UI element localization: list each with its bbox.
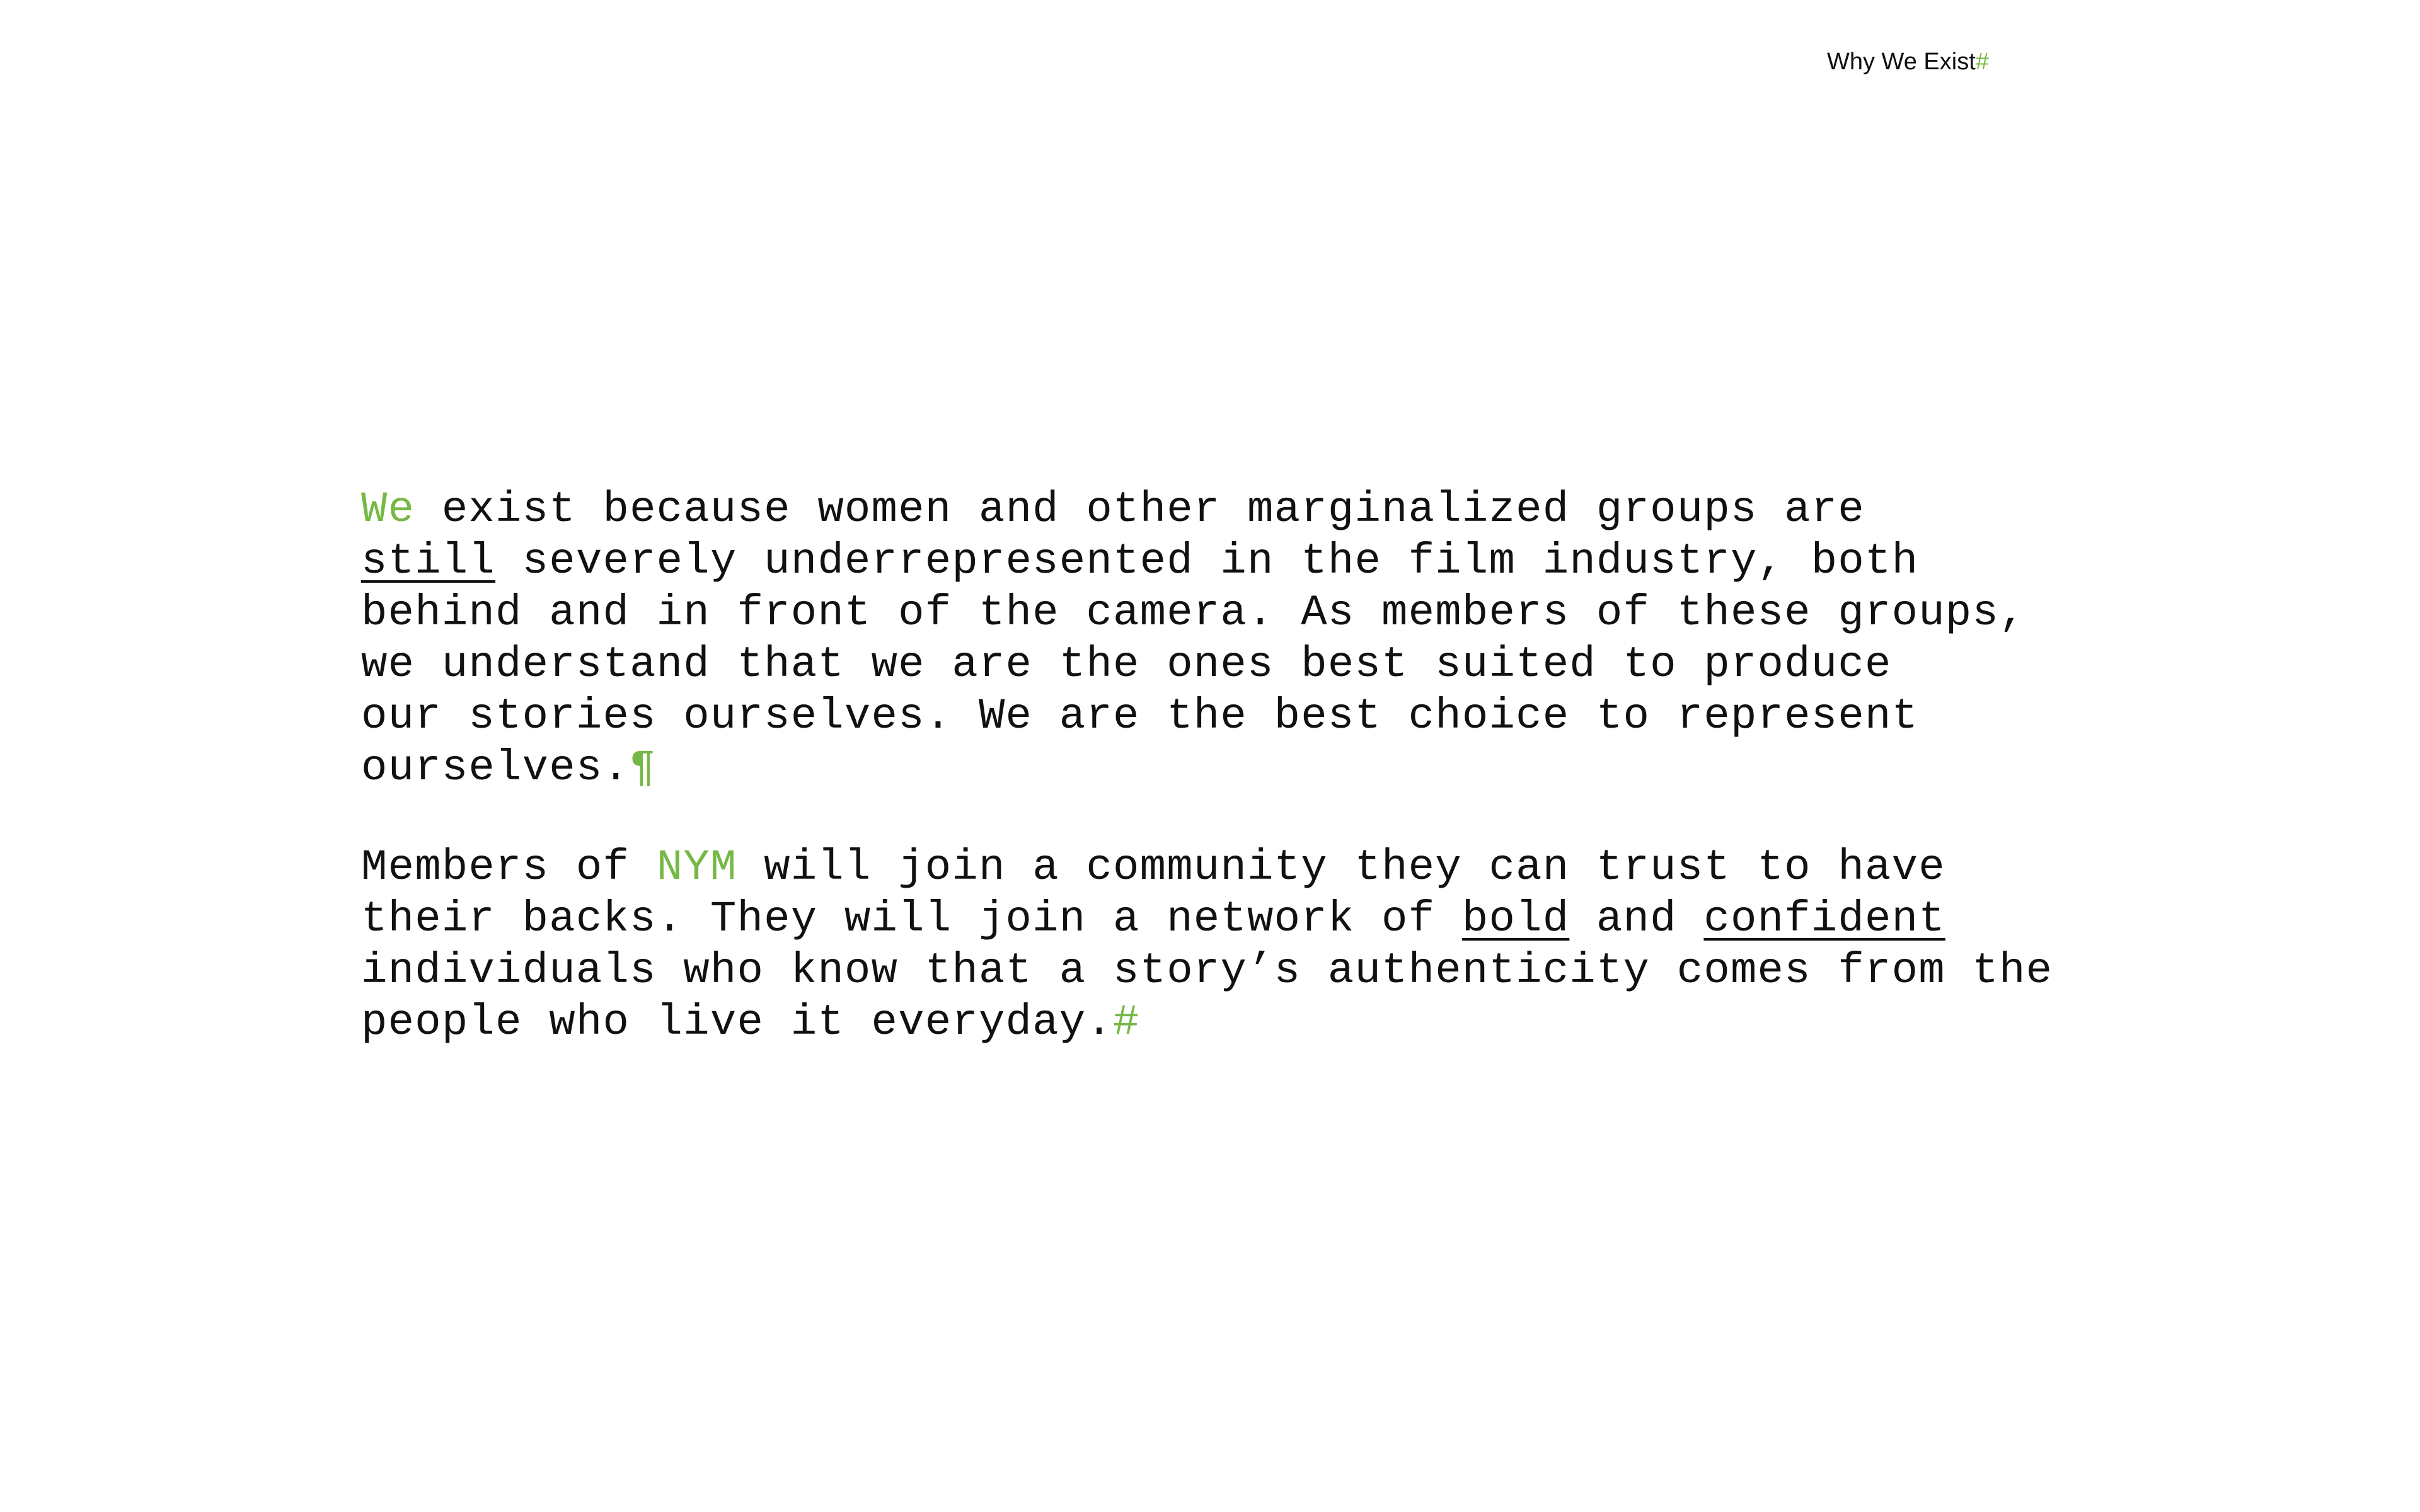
paragraph-spacer (361, 794, 2403, 842)
paragraph-2-line-4 (361, 997, 2403, 1048)
pilcrow-icon: ¶ (630, 743, 657, 793)
hash-mark-icon: # (1113, 998, 1140, 1047)
paragraph-1-line-3: behind and in front of the camera. As members of these groups, (361, 588, 2026, 638)
nav-label[interactable]: Why We Exist (1827, 49, 1976, 75)
paragraph-1-line-4: we understand that we are the ones best suited to produce (361, 640, 1892, 689)
underlined-word-bold: bold (1461, 895, 1570, 944)
paragraph-1-line-5: our stories ourselves. We are the best choice to represent (361, 692, 1919, 741)
paragraph-2-line-1 (361, 842, 2403, 893)
paragraph-1-line-2 (361, 536, 2403, 587)
paragraph-2-line-2 (361, 893, 2403, 945)
hash-mark-icon: # (1975, 49, 1989, 75)
paragraph-members (361, 842, 2403, 1048)
underlined-word-confident: confident (1703, 895, 1945, 944)
accent-word-nym: NYM (656, 843, 737, 892)
paragraph-why-we-exist (361, 484, 2403, 794)
paragraph-1-line-1 (361, 484, 2403, 536)
line-text: ourselves. (361, 743, 630, 793)
line-text: and (1569, 895, 1704, 944)
paragraph-2-line-3: individuals who know that a story’s authenticity comes from the (361, 946, 2053, 995)
line-text: Members of (361, 843, 657, 892)
paragraph-1-line-6 (361, 742, 2403, 794)
main-content (361, 484, 2403, 1048)
line-text: will join a community they can trust to have (737, 843, 1945, 892)
accent-word-we: We (361, 485, 415, 534)
underlined-word-still: still (361, 537, 496, 586)
line-text: severely underrepresented in the film industry, both (495, 537, 1919, 586)
line-text: people who live it everyday. (361, 998, 1113, 1047)
line-text: exist because women and other marginalized groups are (415, 485, 1865, 534)
line-text: their backs. They will join a network of (361, 895, 1462, 944)
nav-why-we-exist[interactable] (1827, 47, 1989, 77)
